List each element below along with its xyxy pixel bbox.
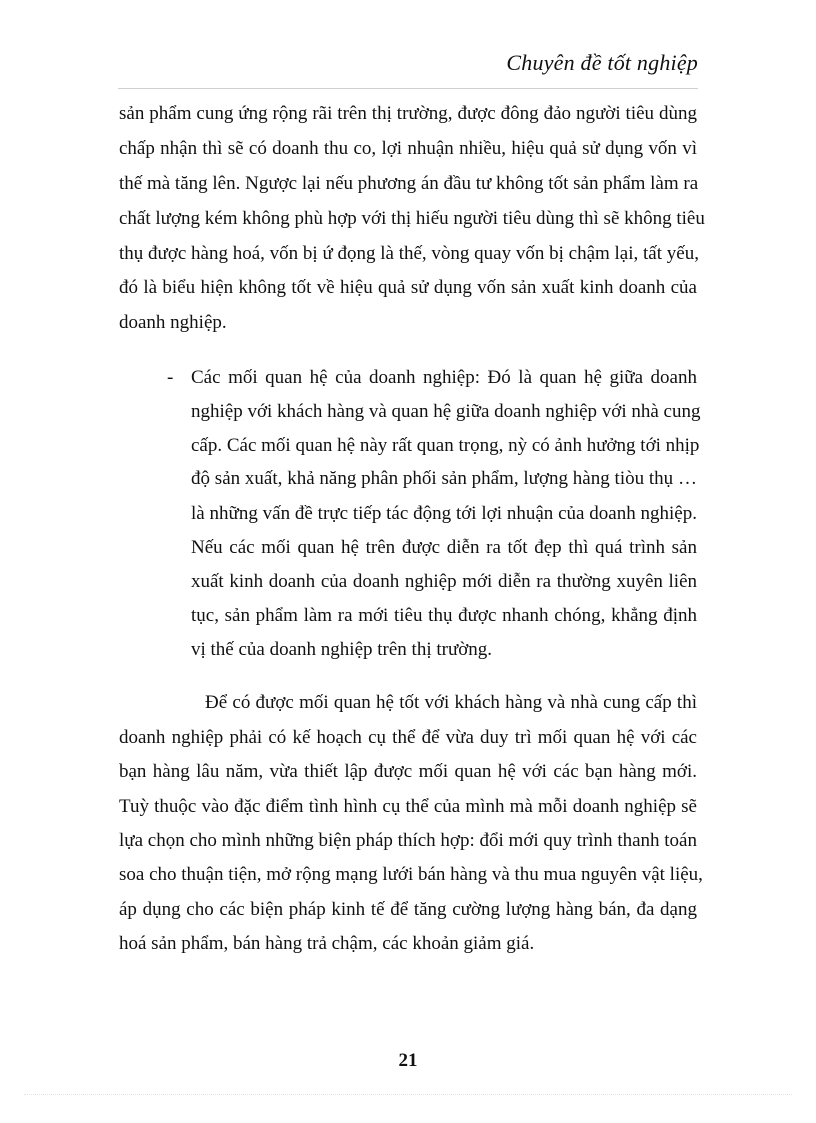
paragraph-line: Để có được mối quan hệ tốt với khách hàng và nhà cung cấp thì [205,692,697,713]
paragraph-line: thụ được hàng hoá, vốn bị ứ đọng là thế, vòng quay vốn bị chậm lại, tất yếu, [119,243,699,264]
paragraph-line: bạn hàng lâu năm, vừa thiết lập được mối quan hệ với các bạn hàng mới. [119,761,697,782]
bullet-marker: - [167,367,174,388]
paragraph-line: Tuỳ thuộc vào đặc điểm tình hình cụ thể của mình mà mỗi doanh nghiệp sẽ [119,796,697,817]
paragraph-line: chấp nhận thì sẽ có doanh thu co, lợi nhuận nhiều, hiệu quả sử dụng vốn vì [119,138,697,159]
paragraph-line: doanh nghiệp. [119,312,227,333]
bullet-line: vị thế của doanh nghiệp trên thị trường. [191,639,493,660]
paragraph-line: áp dụng cho các biện pháp kinh tế để tăng cường lượng hàng bán, đa dạng [119,899,697,920]
bullet-line: là những vấn đề trực tiếp tác động tới lợi nhuận của doanh nghiệp. [191,503,697,524]
bullet-line: cấp. Các mối quan hệ này rất quan trọng, nỳ có ảnh hưởng tới nhịp [191,435,700,456]
paragraph-line: đó là biểu hiện không tốt về hiệu quả sử dụng vốn sản xuất kinh doanh của [119,277,697,298]
bullet-line: xuất kinh doanh của doanh nghiệp mới diễn ra thường xuyên liên [191,571,697,592]
bullet-line: nghiệp với khách hàng và quan hệ giữa doanh nghiệp với nhà cung [191,401,701,422]
paragraph-line: thế mà tăng lên. Ngược lại nếu phương án đầu tư không tốt sản phẩm làm ra [119,173,699,194]
footer-divider [24,1094,792,1095]
paragraph-line: sản phẩm cung ứng rộng rãi trên thị trường, được đông đảo người tiêu dùng [119,103,697,124]
paragraph-line: lựa chọn cho mình những biện pháp thích hợp: đổi mới quy trình thanh toán [119,830,697,851]
header-divider [118,88,698,89]
paragraph-line: doanh nghiệp phải có kế hoạch cụ thể để vừa duy trì mối quan hệ với các [119,727,697,748]
paragraph-line: chất lượng kém không phù hợp với thị hiếu người tiêu dùng thì sẽ không tiêu [119,208,705,229]
header-title: Chuyên đề tốt nghiệp [506,50,698,75]
paragraph-line: hoá sản phẩm, bán hàng trả chậm, các khoản giảm giá. [119,933,535,954]
page-number: 21 [398,1050,418,1071]
paragraph-line: soa cho thuận tiện, mở rộng mạng lưới bán hàng và thu mua nguyên vật liệu, [119,864,703,885]
bullet-line: tục, sản phẩm làm ra mới tiêu thụ được nhanh chóng, khẳng định [191,605,697,626]
bullet-line: độ sản xuất, khả năng phân phối sản phẩm, lượng hàng tiòu thụ … [191,468,697,489]
bullet-line: Nếu các mối quan hệ trên được diễn ra tốt đẹp thì quá trình sản [191,537,697,558]
bullet-line: Các mối quan hệ của doanh nghiệp: Đó là quan hệ giữa doanh [191,367,697,388]
